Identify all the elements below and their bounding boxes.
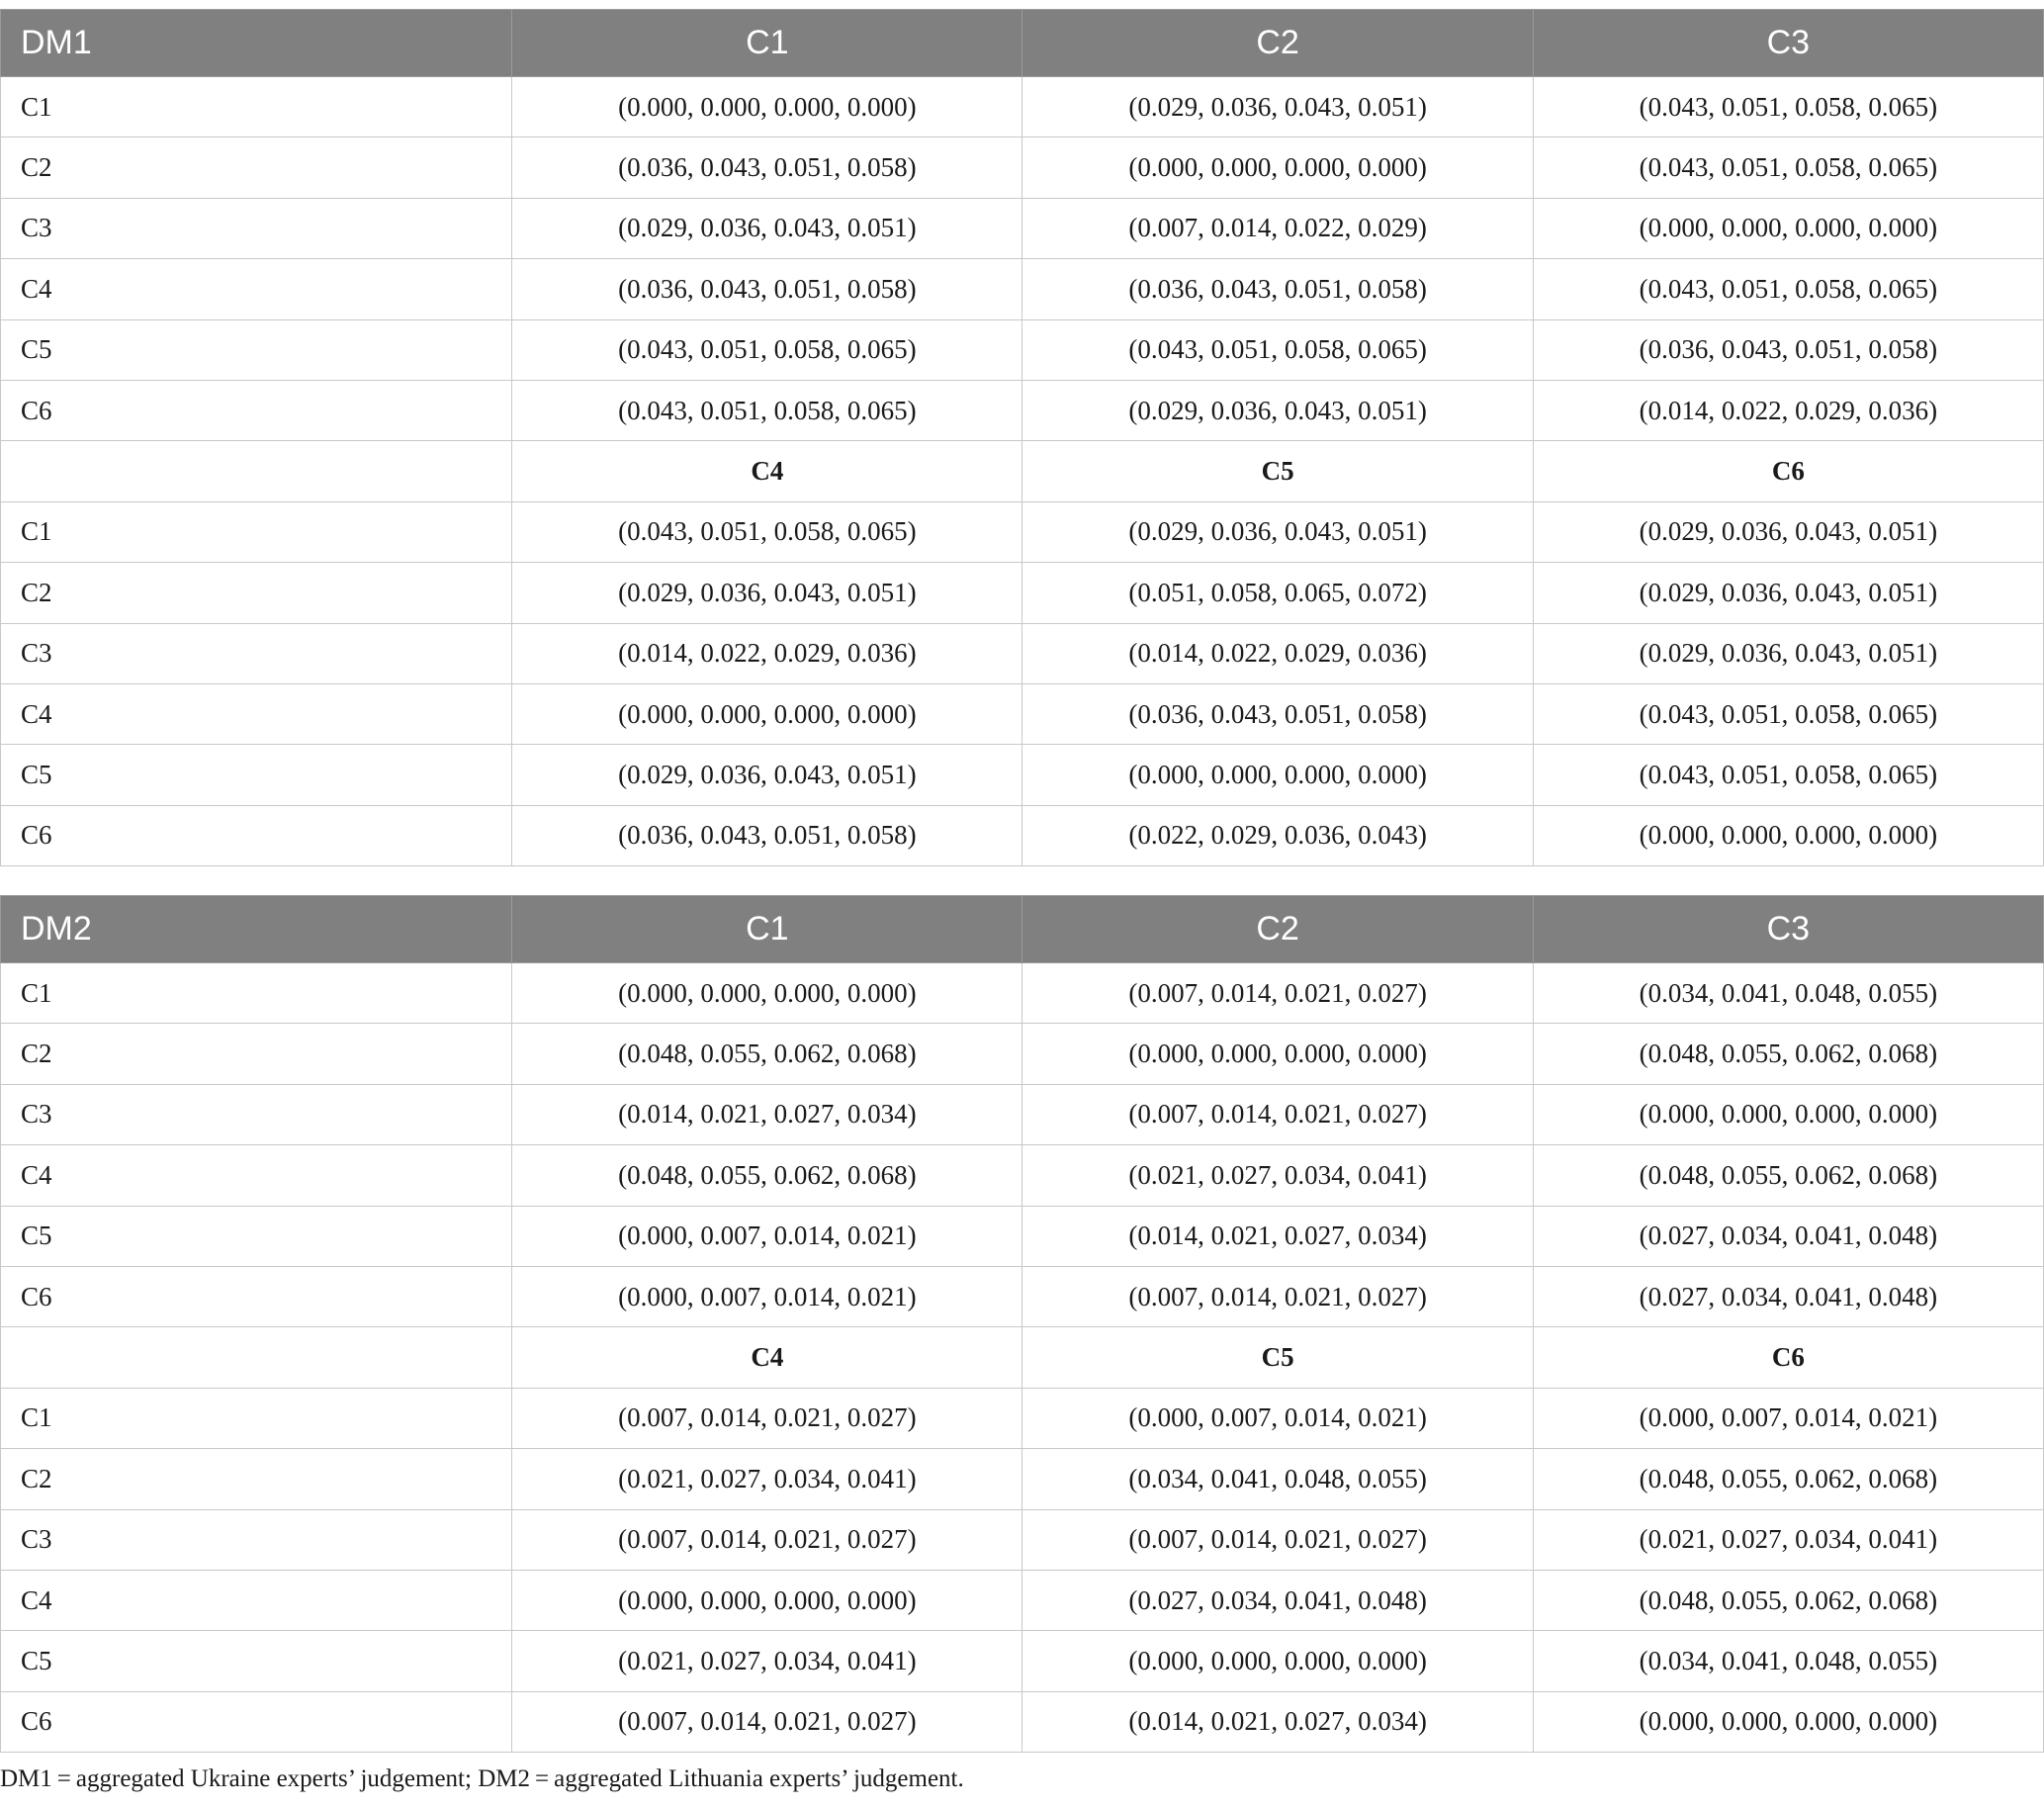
row-label: C5 <box>1 1206 512 1266</box>
table-cell: (0.014, 0.022, 0.029, 0.036) <box>1533 380 2043 440</box>
table-cell: (0.007, 0.014, 0.021, 0.027) <box>512 1388 1022 1448</box>
table-cell: (0.007, 0.014, 0.021, 0.027) <box>512 1691 1022 1752</box>
row-label: C6 <box>1 805 512 865</box>
row-label: C6 <box>1 380 512 440</box>
table-cell: (0.029, 0.036, 0.043, 0.051) <box>1022 77 1533 137</box>
table-cell: (0.048, 0.055, 0.062, 0.068) <box>1533 1024 2043 1084</box>
table-cell: (0.014, 0.021, 0.027, 0.034) <box>1022 1691 1533 1752</box>
row-label: C5 <box>1 319 512 380</box>
table-row <box>1 77 2044 137</box>
row-label: C4 <box>1 1570 512 1630</box>
sub-column-header: C5 <box>1022 1327 1533 1388</box>
table-cell: (0.000, 0.007, 0.014, 0.021) <box>512 1266 1022 1326</box>
table-cell: (0.029, 0.036, 0.043, 0.051) <box>1022 380 1533 440</box>
column-header: C3 <box>1533 896 2043 963</box>
row-label: C5 <box>1 745 512 805</box>
table-row <box>1 1631 2044 1691</box>
table-cell: (0.036, 0.043, 0.051, 0.058) <box>512 137 1022 198</box>
table-cell: (0.036, 0.043, 0.051, 0.058) <box>512 805 1022 865</box>
table-cell: (0.000, 0.000, 0.000, 0.000) <box>512 77 1022 137</box>
row-label: C1 <box>1 1388 512 1448</box>
table-cell: (0.021, 0.027, 0.034, 0.041) <box>1533 1509 2043 1570</box>
table-cell: (0.048, 0.055, 0.062, 0.068) <box>1533 1449 2043 1509</box>
empty-cell <box>1 1327 512 1388</box>
table-cell: (0.007, 0.014, 0.021, 0.027) <box>512 1509 1022 1570</box>
sub-header-row <box>1 441 2044 501</box>
table-cell: (0.000, 0.000, 0.000, 0.000) <box>512 683 1022 744</box>
table-cell: (0.043, 0.051, 0.058, 0.065) <box>1022 319 1533 380</box>
header-row <box>1 10 2044 77</box>
row-label: C6 <box>1 1266 512 1326</box>
row-label: C6 <box>1 1691 512 1752</box>
table-cell: (0.007, 0.014, 0.022, 0.029) <box>1022 198 1533 258</box>
table-cell: (0.043, 0.051, 0.058, 0.065) <box>512 380 1022 440</box>
table-row <box>1 1570 2044 1630</box>
table-cell: (0.021, 0.027, 0.034, 0.041) <box>1022 1145 1533 1206</box>
row-label: C1 <box>1 501 512 562</box>
matrix-table <box>0 895 2044 1753</box>
table-row <box>1 137 2044 198</box>
table-cell: (0.043, 0.051, 0.058, 0.065) <box>1533 259 2043 319</box>
table-row <box>1 319 2044 380</box>
table-cell: (0.027, 0.034, 0.041, 0.048) <box>1533 1206 2043 1266</box>
table-cell: (0.043, 0.051, 0.058, 0.065) <box>1533 683 2043 744</box>
table-row <box>1 1691 2044 1752</box>
table-row <box>1 745 2044 805</box>
column-header: C1 <box>512 10 1022 77</box>
table-cell: (0.048, 0.055, 0.062, 0.068) <box>1533 1145 2043 1206</box>
table-cell: (0.051, 0.058, 0.065, 0.072) <box>1022 563 1533 623</box>
table-row <box>1 259 2044 319</box>
table-cell: (0.036, 0.043, 0.051, 0.058) <box>1022 683 1533 744</box>
table-row <box>1 198 2044 258</box>
table-cell: (0.029, 0.036, 0.043, 0.051) <box>1022 501 1533 562</box>
table-cell: (0.007, 0.014, 0.021, 0.027) <box>1022 963 1533 1024</box>
table-cell: (0.014, 0.021, 0.027, 0.034) <box>1022 1206 1533 1266</box>
table-cell: (0.043, 0.051, 0.058, 0.065) <box>512 501 1022 562</box>
table-row <box>1 1388 2044 1448</box>
table-cell: (0.029, 0.036, 0.043, 0.051) <box>512 198 1022 258</box>
table-cell: (0.000, 0.000, 0.000, 0.000) <box>1022 745 1533 805</box>
table-cell: (0.000, 0.000, 0.000, 0.000) <box>1022 1024 1533 1084</box>
row-label: C2 <box>1 563 512 623</box>
table-row <box>1 683 2044 744</box>
row-label: C4 <box>1 1145 512 1206</box>
table-row <box>1 501 2044 562</box>
table-cell: (0.048, 0.055, 0.062, 0.068) <box>512 1145 1022 1206</box>
row-label: C3 <box>1 623 512 683</box>
table-cell: (0.029, 0.036, 0.043, 0.051) <box>512 745 1022 805</box>
table-cell: (0.029, 0.036, 0.043, 0.051) <box>1533 501 2043 562</box>
sub-column-header: C4 <box>512 441 1022 501</box>
sub-column-header: C5 <box>1022 441 1533 501</box>
table-cell: (0.034, 0.041, 0.048, 0.055) <box>1533 963 2043 1024</box>
row-label: C2 <box>1 137 512 198</box>
table-cell: (0.029, 0.036, 0.043, 0.051) <box>1533 563 2043 623</box>
table-row <box>1 623 2044 683</box>
table-row <box>1 1024 2044 1084</box>
table-cell: (0.000, 0.000, 0.000, 0.000) <box>512 963 1022 1024</box>
table-footnote: DM1 = aggregated Ukraine experts’ judgement; DM2 = aggregated Lithuania experts’ judgement. <box>0 1765 964 1792</box>
table-cell: (0.000, 0.000, 0.000, 0.000) <box>1533 1691 2043 1752</box>
row-label: C2 <box>1 1024 512 1084</box>
row-label: C1 <box>1 77 512 137</box>
row-label: C4 <box>1 683 512 744</box>
table-row <box>1 563 2044 623</box>
table-row <box>1 805 2044 865</box>
table-row <box>1 1145 2044 1206</box>
table-row <box>1 1266 2044 1326</box>
table-cell: (0.036, 0.043, 0.051, 0.058) <box>1533 319 2043 380</box>
table-cell: (0.000, 0.007, 0.014, 0.021) <box>1022 1388 1533 1448</box>
table-cell: (0.007, 0.014, 0.021, 0.027) <box>1022 1509 1533 1570</box>
header-row <box>1 896 2044 963</box>
table-cell: (0.014, 0.022, 0.029, 0.036) <box>1022 623 1533 683</box>
table-row <box>1 380 2044 440</box>
column-header: C2 <box>1022 896 1533 963</box>
table-cell: (0.000, 0.000, 0.000, 0.000) <box>1022 137 1533 198</box>
table-row <box>1 1449 2044 1509</box>
table-cell: (0.000, 0.000, 0.000, 0.000) <box>512 1570 1022 1630</box>
table-cell: (0.014, 0.022, 0.029, 0.036) <box>512 623 1022 683</box>
table-cell: (0.036, 0.043, 0.051, 0.058) <box>512 259 1022 319</box>
table-cell: (0.043, 0.051, 0.058, 0.065) <box>1533 77 2043 137</box>
table-cell: (0.021, 0.027, 0.034, 0.041) <box>512 1449 1022 1509</box>
matrix-table <box>0 9 2044 866</box>
table-cell: (0.029, 0.036, 0.043, 0.051) <box>1533 623 2043 683</box>
row-label: C3 <box>1 198 512 258</box>
table-cell: (0.000, 0.000, 0.000, 0.000) <box>1533 198 2043 258</box>
table-cell: (0.036, 0.043, 0.051, 0.058) <box>1022 259 1533 319</box>
table-row <box>1 963 2044 1024</box>
table-cell: (0.027, 0.034, 0.041, 0.048) <box>1533 1266 2043 1326</box>
sub-column-header: C4 <box>512 1327 1022 1388</box>
table-cell: (0.034, 0.041, 0.048, 0.055) <box>1022 1449 1533 1509</box>
table-cell: (0.048, 0.055, 0.062, 0.068) <box>512 1024 1022 1084</box>
table-cell: (0.043, 0.051, 0.058, 0.065) <box>1533 137 2043 198</box>
table-dm1 <box>0 9 2044 866</box>
table-row <box>1 1084 2044 1144</box>
table-corner-label: DM2 <box>1 896 512 963</box>
table-dm2 <box>0 895 2044 1753</box>
row-label: C1 <box>1 963 512 1024</box>
sub-column-header: C6 <box>1533 1327 2043 1388</box>
row-label: C3 <box>1 1509 512 1570</box>
row-label: C5 <box>1 1631 512 1691</box>
table-cell: (0.000, 0.000, 0.000, 0.000) <box>1022 1631 1533 1691</box>
table-cell: (0.021, 0.027, 0.034, 0.041) <box>512 1631 1022 1691</box>
table-cell: (0.043, 0.051, 0.058, 0.065) <box>1533 745 2043 805</box>
table-cell: (0.000, 0.007, 0.014, 0.021) <box>1533 1388 2043 1448</box>
sub-header-row <box>1 1327 2044 1388</box>
table-cell: (0.000, 0.000, 0.000, 0.000) <box>1533 1084 2043 1144</box>
table-cell: (0.000, 0.000, 0.000, 0.000) <box>1533 805 2043 865</box>
table-cell: (0.000, 0.007, 0.014, 0.021) <box>512 1206 1022 1266</box>
row-label: C2 <box>1 1449 512 1509</box>
table-cell: (0.048, 0.055, 0.062, 0.068) <box>1533 1570 2043 1630</box>
sub-column-header: C6 <box>1533 441 2043 501</box>
table-cell: (0.027, 0.034, 0.041, 0.048) <box>1022 1570 1533 1630</box>
column-header: C1 <box>512 896 1022 963</box>
row-label: C3 <box>1 1084 512 1144</box>
table-cell: (0.034, 0.041, 0.048, 0.055) <box>1533 1631 2043 1691</box>
column-header: C3 <box>1533 10 2043 77</box>
table-cell: (0.043, 0.051, 0.058, 0.065) <box>512 319 1022 380</box>
column-header: C2 <box>1022 10 1533 77</box>
row-label: C4 <box>1 259 512 319</box>
table-row <box>1 1509 2044 1570</box>
table-row <box>1 1206 2044 1266</box>
table-corner-label: DM1 <box>1 10 512 77</box>
table-cell: (0.007, 0.014, 0.021, 0.027) <box>1022 1084 1533 1144</box>
table-cell: (0.014, 0.021, 0.027, 0.034) <box>512 1084 1022 1144</box>
table-cell: (0.029, 0.036, 0.043, 0.051) <box>512 563 1022 623</box>
table-cell: (0.007, 0.014, 0.021, 0.027) <box>1022 1266 1533 1326</box>
table-cell: (0.022, 0.029, 0.036, 0.043) <box>1022 805 1533 865</box>
empty-cell <box>1 441 512 501</box>
